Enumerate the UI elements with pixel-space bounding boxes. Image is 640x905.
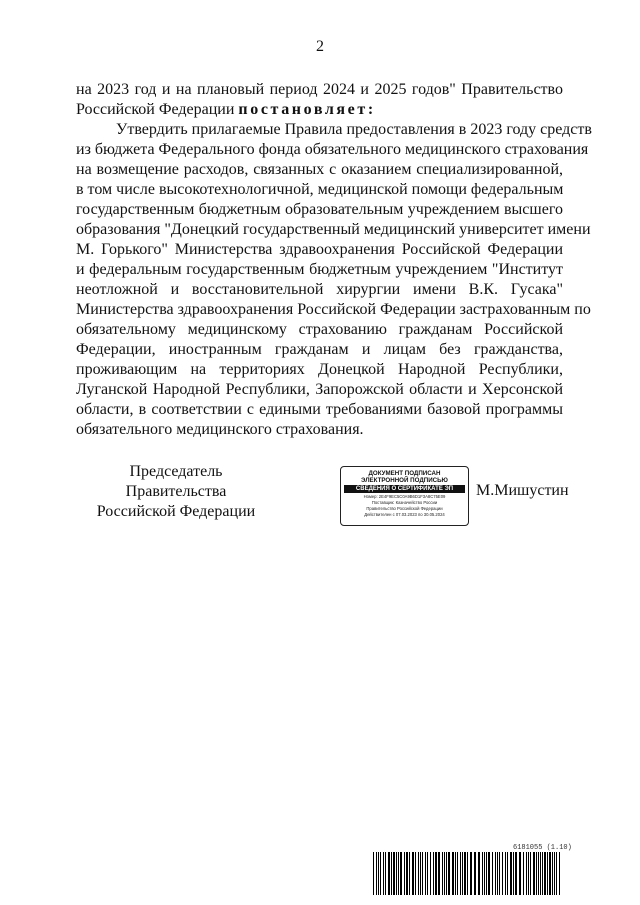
barcode (373, 852, 564, 895)
stamp-issuer: Поставщик: Казначейство России (371, 500, 438, 505)
body-line: в том числе высокотехнологичной, медицинской помощи федеральным (76, 181, 564, 198)
body-line: проживающим на территориях Донецкой Народной Республики, (76, 361, 563, 378)
body-line: государственным бюджетным образовательным учреждением высшего (76, 201, 563, 218)
signatory-title-line: Российской Федерации (96, 503, 256, 520)
body-line: неотложной и восстановительной хирургии имени В.К. Гусака" (76, 281, 563, 298)
body-line: образования "Донецкий государственный медицинский университет имени (76, 221, 591, 238)
body-line: Луганской Народной Республики, Запорожской области и Херсонской (76, 381, 563, 398)
body-line: Утвердить прилагаемые Правила предоставления в 2023 году средств (116, 121, 592, 138)
body-line: на 2023 год и на плановый период 2024 и 2025 годов" Правительство (76, 81, 563, 98)
body-line: М. Горького" Министерства здравоохранения Российской Федерации (76, 241, 563, 258)
electronic-signature-stamp (340, 466, 469, 526)
body-line: из бюджета Федерального фонда обязательного медицинского страхования (76, 141, 589, 158)
body-line: обязательному медицинскому страхованию гражданам Российской (76, 321, 563, 338)
signer-name: М.Мишустин (476, 482, 569, 499)
body-line: обязательного медицинского страхования. (76, 421, 364, 438)
body-line: Федерации, иностранным гражданам и лицам без гражданства, (76, 341, 563, 358)
body-line-decree (76, 100, 563, 120)
stamp-validity: Действителен с 07.03.2023 по 30.05.2024 (364, 512, 445, 517)
body-line: и федеральным государственным бюджетным учреждением "Институт (76, 261, 563, 278)
document-code: 6181055 (1.10) (513, 844, 572, 852)
page-number: 2 (316, 38, 324, 55)
stamp-title-line: ДОКУМЕНТ ПОДПИСАН (368, 470, 441, 477)
decree-verb: постановляет: (238, 101, 376, 118)
document-body (76, 80, 592, 440)
stamp-title-line: ЭЛЕКТРОННОЙ ПОДПИСЬЮ (361, 477, 448, 484)
stamp-owner: Правительство Российской Федерации (366, 506, 443, 511)
stamp-title (341, 470, 468, 484)
signatory-title (78, 462, 274, 522)
body-line: области, в соответствии с едиными требованиями базовой программы (76, 401, 563, 418)
stamp-band: СВЕДЕНИЯ О СЕРТИФИКАТЕ ЭП (344, 485, 465, 493)
decree-prefix: Российской Федерации (76, 101, 239, 118)
body-line: на возмещение расходов, связанных с оказанием специализированной, (76, 161, 563, 178)
body-line: Министерства здравоохранения Российской Федерации застрахованным по (76, 301, 591, 318)
signatory-title-line: Председатель Правительства (125, 463, 227, 500)
stamp-serial: Номер: 2E4F9EC5C0A9B6D1F3A8C75E09 (363, 494, 446, 499)
